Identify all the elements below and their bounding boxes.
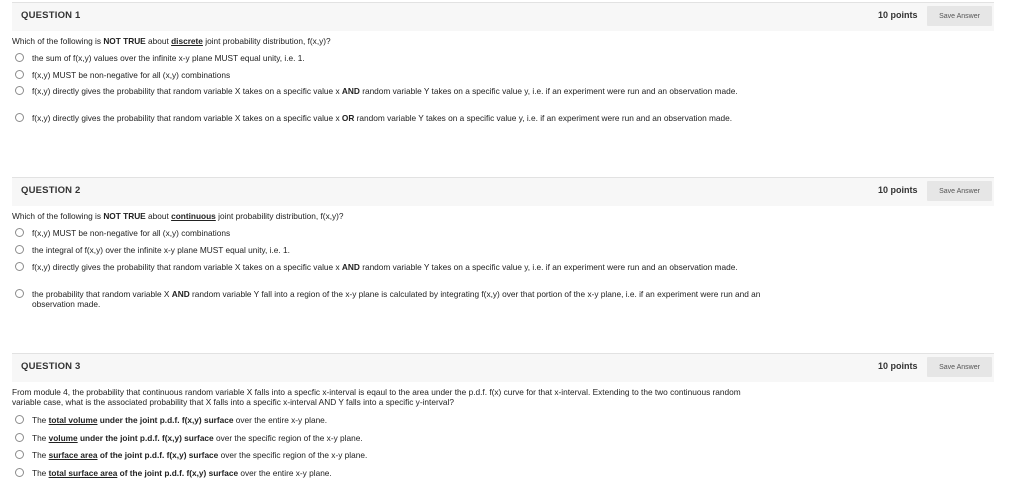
prompt-keyword: discrete <box>171 36 203 46</box>
option-text: f(x,y) directly gives the probability that random variable X takes on a specific value x <box>32 262 342 272</box>
prompt-text: about <box>145 36 172 46</box>
question-points: 10 points <box>878 10 918 20</box>
answer-option[interactable] <box>15 245 775 255</box>
option-label <box>32 468 762 478</box>
radio-button[interactable] <box>15 289 24 298</box>
prompt-emphasis: NOT TRUE <box>103 36 146 46</box>
option-emphasis: OR <box>341 113 355 123</box>
option-keyword: total volume <box>48 415 98 425</box>
option-text: f(x,y) directly gives the probability that random variable X takes on a specific value x <box>32 86 342 96</box>
option-keyword: total surface area <box>48 468 118 478</box>
save-answer-button[interactable]: Save Answer <box>927 181 992 201</box>
prompt-text: Which of the following is <box>12 211 104 221</box>
option-text: the sum of f(x,y) values over the infinite x-y plane MUST equal unity, i.e. 1. <box>32 53 305 63</box>
option-text: f(x,y) MUST be non-negative for all (x,y) combinations <box>32 228 231 238</box>
question-points: 10 points <box>878 361 918 371</box>
option-text: random variable Y takes on a specific value y, i.e. if an experiment were run and an observation made. <box>359 86 738 96</box>
radio-button[interactable] <box>15 415 24 424</box>
option-text: over the entire x-y plane. <box>238 468 332 478</box>
option-label <box>32 70 762 80</box>
question-title: QUESTION 2 <box>21 185 81 196</box>
question-prompt <box>12 36 772 46</box>
option-label <box>32 433 762 443</box>
option-label <box>32 228 762 238</box>
option-label <box>32 415 762 425</box>
option-text: f(x,y) MUST be non-negative for all (x,y) combinations <box>32 70 231 80</box>
radio-button[interactable] <box>15 70 24 79</box>
radio-button[interactable] <box>15 86 24 95</box>
answer-option[interactable] <box>15 289 775 309</box>
option-text: The <box>32 433 49 443</box>
question-title: QUESTION 1 <box>21 10 81 21</box>
option-keyword: surface area <box>48 450 98 460</box>
option-label <box>32 450 762 460</box>
option-text: random variable Y takes on a specific value y, i.e. if an experiment were run and an observation made. <box>354 113 733 123</box>
option-keyword: volume <box>48 433 78 443</box>
prompt-text: Which of the following is <box>12 36 104 46</box>
option-label <box>32 289 762 309</box>
option-text: the integral of f(x,y) over the infinite x-y plane MUST equal unity, i.e. 1. <box>32 245 290 255</box>
option-label <box>32 53 762 63</box>
option-text: The <box>32 415 49 425</box>
radio-button[interactable] <box>15 450 24 459</box>
option-emphasis: AND <box>171 289 190 299</box>
question-prompt: From module 4, the probability that continuous random variable X falls into a specfic x-interval is eqaul to the area under the p.d.f. f(x) curve for that x-interval. Extending to the two continuous random variable case, what is the associated probability that X falls into a specific x-interval AND Y falls into a specific y-interval? <box>12 387 741 407</box>
option-text: random variable Y takes on a specific value y, i.e. if an experiment were run and an observation made. <box>359 262 738 272</box>
question-title: QUESTION 3 <box>21 361 81 372</box>
question-header <box>12 177 994 206</box>
question-points: 10 points <box>878 185 918 195</box>
option-text: The <box>32 468 49 478</box>
option-emphasis: under the joint p.d.f. f(x,y) surface <box>97 415 234 425</box>
radio-button[interactable] <box>15 113 24 122</box>
answer-option[interactable] <box>15 262 775 272</box>
option-text: The <box>32 450 49 460</box>
option-emphasis: AND <box>341 262 360 272</box>
radio-button[interactable] <box>15 245 24 254</box>
option-label <box>32 86 762 96</box>
question-prompt <box>12 211 772 221</box>
option-text: over the entire x-y plane. <box>233 415 328 425</box>
option-emphasis: of the joint p.d.f. f(x,y) surface <box>117 468 239 478</box>
option-label <box>32 113 762 123</box>
option-text: over the specific region of the x-y plane. <box>218 450 368 460</box>
radio-button[interactable] <box>15 468 24 477</box>
prompt-text: about <box>145 211 172 221</box>
answer-option[interactable] <box>15 113 775 123</box>
option-text: f(x,y) directly gives the probability that random variable X takes on a specific value x <box>32 113 342 123</box>
answer-option[interactable] <box>15 468 775 478</box>
answer-option[interactable] <box>15 433 775 443</box>
prompt-emphasis: NOT TRUE <box>103 211 146 221</box>
radio-button[interactable] <box>15 262 24 271</box>
radio-button[interactable] <box>15 228 24 237</box>
answer-option[interactable] <box>15 70 775 80</box>
radio-button[interactable] <box>15 53 24 62</box>
question-header <box>12 2 994 31</box>
answer-option[interactable] <box>15 53 775 63</box>
answer-option[interactable] <box>15 450 775 460</box>
option-emphasis: AND <box>341 86 360 96</box>
answer-option[interactable] <box>15 415 775 425</box>
prompt-text: joint probability distribution, f(x,y)? <box>202 36 331 46</box>
option-text: the probability that random variable X <box>32 289 172 299</box>
answer-option[interactable] <box>15 228 775 238</box>
save-answer-button[interactable]: Save Answer <box>927 6 992 26</box>
answer-option[interactable] <box>15 86 775 96</box>
question-header <box>12 353 994 382</box>
option-text: random variable Y fall into a region of the x-y plane is calculated by integrating f(x,y) over that portion of the x-y plane, i.e. if an experiment were run and an observation made. <box>32 289 761 309</box>
radio-button[interactable] <box>15 433 24 442</box>
prompt-keyword: continuous <box>171 211 216 221</box>
save-answer-button[interactable]: Save Answer <box>927 357 992 377</box>
prompt-text: joint probability distribution, f(x,y)? <box>215 211 344 221</box>
option-text: over the specific region of the x-y plane. <box>213 433 363 443</box>
option-emphasis: under the joint p.d.f. f(x,y) surface <box>77 433 214 443</box>
option-label <box>32 262 762 272</box>
option-emphasis: of the joint p.d.f. f(x,y) surface <box>97 450 219 460</box>
option-label <box>32 245 762 255</box>
